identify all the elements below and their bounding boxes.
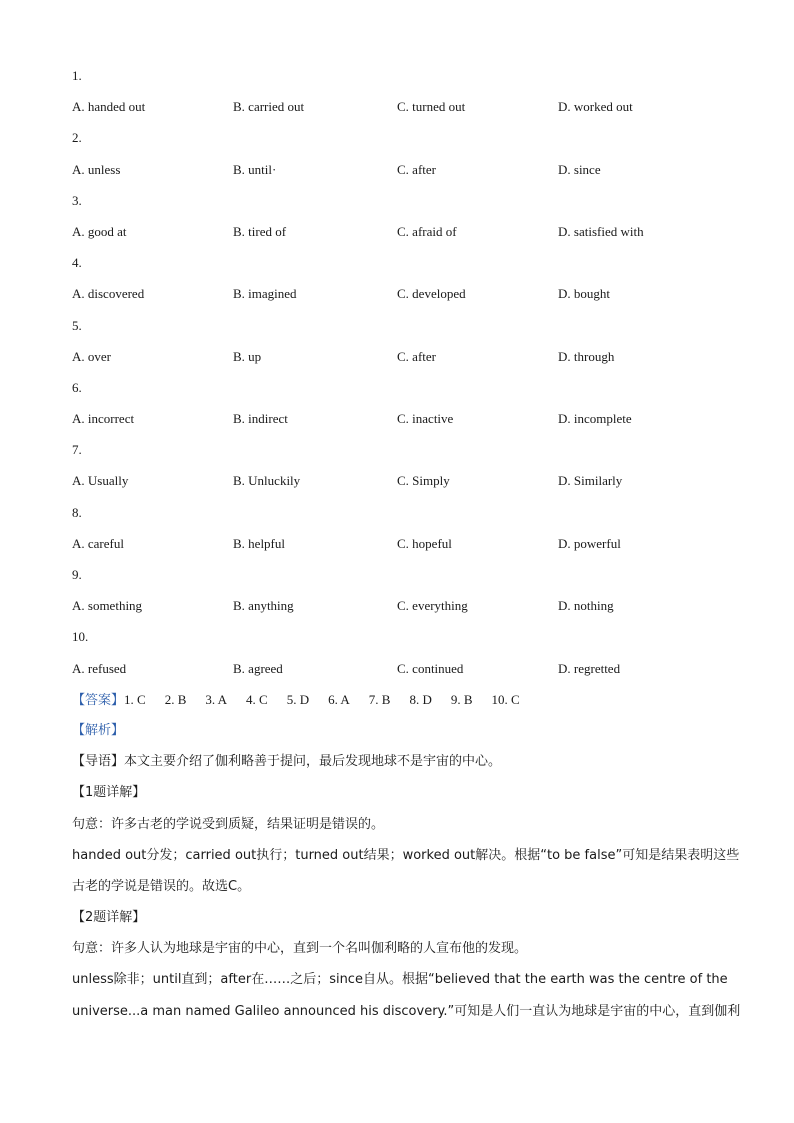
q1-explanation-line2: 古老的学说是错误的。故选C。 bbox=[72, 878, 251, 894]
intro-tag: 【导语】 bbox=[72, 754, 125, 770]
answer-item: 7. B bbox=[368, 691, 391, 707]
option-a: A. unless bbox=[72, 161, 121, 177]
option-c: C. afraid of bbox=[397, 223, 457, 239]
option-c: C. inactive bbox=[397, 411, 454, 427]
question-number: 9. bbox=[72, 567, 82, 582]
question-options bbox=[72, 220, 732, 251]
option-a: A. over bbox=[72, 348, 111, 364]
question-number: 3. bbox=[72, 192, 82, 208]
question-options bbox=[72, 282, 732, 313]
option-a: A. something bbox=[72, 598, 143, 614]
answer-tag: 【答案】 bbox=[72, 692, 125, 708]
question-number: 1. bbox=[72, 68, 82, 83]
answer-item: 6. A bbox=[328, 691, 350, 707]
option-c: C. hopeful bbox=[397, 535, 452, 551]
answer-item: 2. B bbox=[164, 691, 187, 707]
answer-item: 5. D bbox=[286, 691, 310, 707]
intro-text: 本文主要介绍了伽利略善于提问，最后发现地球不是宇宙的中心。 bbox=[124, 754, 502, 770]
option-b: B. carried out bbox=[233, 99, 305, 115]
option-a: A. Usually bbox=[72, 473, 129, 489]
option-a: A. good at bbox=[72, 223, 127, 239]
option-c: C. Simply bbox=[397, 473, 450, 489]
option-b: B. anything bbox=[233, 598, 294, 614]
option-c: C. everything bbox=[397, 598, 468, 614]
answer-item: 9. B bbox=[450, 691, 473, 707]
q2-explanation-line2: universe...a man named Galileo announced his discovery.”可知是人们一直认为地球是宇宙的中心，直到伽利 bbox=[72, 1003, 741, 1019]
option-c: C. continued bbox=[397, 660, 464, 676]
option-a: A. handed out bbox=[72, 99, 146, 115]
option-b: B. until· bbox=[233, 161, 277, 177]
option-d: D. regretted bbox=[558, 660, 621, 676]
option-d: D. worked out bbox=[558, 99, 633, 115]
question-options bbox=[72, 594, 732, 625]
option-c: C. turned out bbox=[397, 99, 466, 115]
question-options bbox=[72, 407, 732, 438]
question-number: 10. bbox=[72, 629, 89, 645]
question-number: 4. bbox=[72, 255, 82, 271]
option-d: D. Similarly bbox=[558, 473, 623, 489]
question-options bbox=[72, 657, 732, 688]
question-options bbox=[72, 532, 732, 563]
option-b: B. tired of bbox=[233, 223, 287, 239]
answer-item: 4. C bbox=[246, 691, 268, 707]
q2-meaning: 句意：许多人认为地球是宇宙的中心，直到一个名叫伽利略的人宣布他的发现。 bbox=[72, 941, 528, 957]
option-c: C. developed bbox=[397, 286, 466, 302]
option-a: A. careful bbox=[72, 535, 124, 551]
option-b: B. indirect bbox=[233, 411, 288, 427]
option-b: B. up bbox=[233, 348, 262, 364]
option-a: A. refused bbox=[72, 660, 127, 676]
option-d: D. powerful bbox=[558, 535, 621, 551]
q2-explanation-line1: unless除非；until直到；after在……之后；since自从。根据“believed that the earth was the centre of the bbox=[72, 972, 728, 988]
question-number: 8. bbox=[72, 504, 82, 520]
answer-key bbox=[72, 688, 732, 719]
q1-meaning: 句意：许多古老的学说受到质疑，结果证明是错误的。 bbox=[72, 816, 385, 832]
option-b: B. agreed bbox=[233, 660, 283, 676]
option-b: B. Unluckily bbox=[233, 473, 301, 489]
question-options bbox=[72, 95, 732, 126]
option-b: B. helpful bbox=[233, 535, 285, 551]
option-d: D. nothing bbox=[558, 598, 614, 614]
answer-item: 3. A bbox=[205, 691, 228, 707]
intro-line bbox=[72, 750, 732, 781]
analysis-heading bbox=[72, 719, 732, 750]
q1-detail-heading: 【1题详解】 bbox=[72, 785, 146, 801]
option-c: C. after bbox=[397, 348, 436, 364]
question-list bbox=[72, 64, 732, 688]
document-page bbox=[72, 64, 741, 1031]
question-options bbox=[72, 345, 732, 376]
answer-item: 1. C bbox=[124, 691, 146, 707]
option-a: A. incorrect bbox=[72, 411, 135, 427]
q2-detail-heading: 【2题详解】 bbox=[72, 910, 146, 926]
option-a: A. discovered bbox=[72, 286, 145, 302]
analysis-tag: 【解析】 bbox=[72, 722, 125, 738]
answer-item: 10. C bbox=[491, 691, 520, 707]
option-d: D. bought bbox=[558, 286, 610, 302]
question-number: 5. bbox=[72, 317, 82, 333]
option-c: C. after bbox=[397, 161, 436, 177]
option-d: D. incomplete bbox=[558, 411, 632, 427]
q1-explanation-line1: handed out分发；carried out执行；turned out结果；worked out解决。根据“to be false”可知是结果表明这些 bbox=[72, 847, 740, 863]
question-options bbox=[72, 469, 732, 500]
question-number: 2. bbox=[72, 130, 82, 146]
option-d: D. since bbox=[558, 161, 601, 177]
option-d: D. satisfied with bbox=[558, 223, 644, 239]
question-number: 6. bbox=[72, 379, 82, 395]
question-options bbox=[72, 158, 732, 189]
option-b: B. imagined bbox=[233, 286, 297, 302]
option-d: D. through bbox=[558, 348, 615, 364]
answer-item: 8. D bbox=[409, 691, 432, 707]
question-number: 7. bbox=[72, 442, 82, 458]
